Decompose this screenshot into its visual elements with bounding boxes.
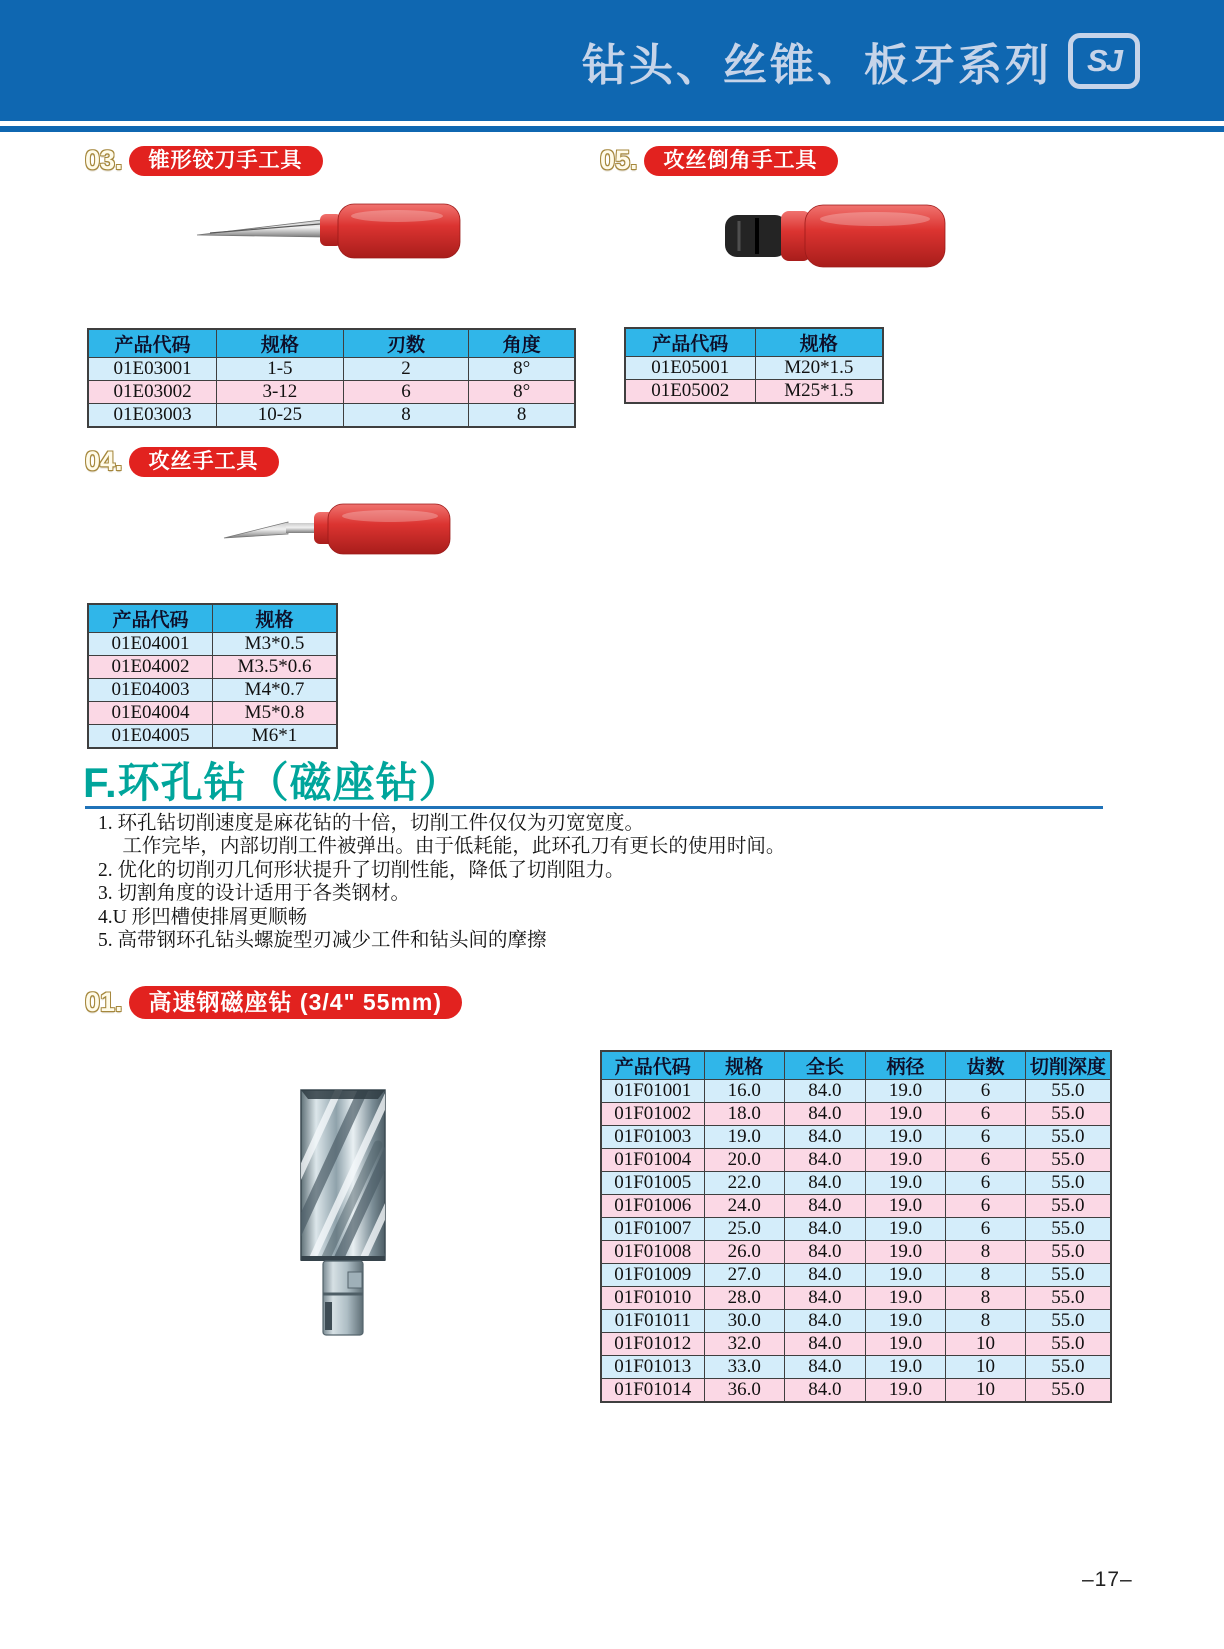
table-cell: 55.0 — [1025, 1287, 1111, 1310]
header-band — [0, 0, 1224, 121]
table-header-row — [625, 328, 883, 357]
table-cell: 01F01004 — [601, 1149, 704, 1172]
table-cell: 20.0 — [704, 1149, 785, 1172]
feature-line: 5. 高带钢环孔钻头螺旋型刃减少工件和钻头间的摩擦 — [98, 930, 547, 952]
table-cell: 01F01001 — [601, 1080, 704, 1103]
table-cell: M5*0.8 — [213, 702, 338, 725]
table-cell: 6 — [343, 381, 469, 404]
table-cell: 84.0 — [785, 1195, 866, 1218]
table-cell: 1-5 — [217, 358, 344, 381]
table-cell: 84.0 — [785, 1264, 866, 1287]
table-cell: 27.0 — [704, 1264, 785, 1287]
table-header-row — [88, 604, 337, 633]
table-cell: 26.0 — [704, 1241, 785, 1264]
table-cell: 01E04004 — [88, 702, 213, 725]
table-cell: 01F01012 — [601, 1333, 704, 1356]
table-cell: 32.0 — [704, 1333, 785, 1356]
table-cell: 19.0 — [865, 1333, 946, 1356]
table-cell: 19.0 — [865, 1103, 946, 1126]
table-row — [88, 633, 337, 656]
section-05-title: 攻丝倒角手工具 — [644, 146, 838, 176]
table-cell: 8 — [946, 1264, 1026, 1287]
table-cell: 84.0 — [785, 1149, 866, 1172]
page-title: 钻头、丝锥、板牙系列 — [582, 40, 1052, 90]
table-cell: 19.0 — [865, 1310, 946, 1333]
table-row — [88, 358, 575, 381]
column-header: 规格 — [755, 328, 883, 357]
feature-line: 3. 切割角度的设计适用于各类钢材。 — [98, 883, 411, 905]
section-05-number: 05. — [600, 145, 638, 175]
table-cell: 8 — [469, 404, 575, 428]
table-row — [88, 725, 337, 749]
table-cell: 55.0 — [1025, 1264, 1111, 1287]
table-cell: 01E03001 — [88, 358, 217, 381]
table-cell: 55.0 — [1025, 1126, 1111, 1149]
table-cell: 01F01011 — [601, 1310, 704, 1333]
table-cell: 33.0 — [704, 1356, 785, 1379]
table-cell: 16.0 — [704, 1080, 785, 1103]
annular-cutter-image — [290, 1080, 396, 1338]
table-cell: 01E03003 — [88, 404, 217, 428]
table-cell: 01E04003 — [88, 679, 213, 702]
table-cell: 55.0 — [1025, 1379, 1111, 1403]
table-cell: 01F01002 — [601, 1103, 704, 1126]
table-cell: 01E03002 — [88, 381, 217, 404]
section-01-title: 高速钢磁座钻 (3/4" 55mm) — [129, 986, 462, 1019]
table-cell: 19.0 — [865, 1080, 946, 1103]
table-cell: 19.0 — [865, 1379, 946, 1403]
table-cell: 6 — [946, 1126, 1026, 1149]
table-cell: 28.0 — [704, 1287, 785, 1310]
table-cell: 55.0 — [1025, 1080, 1111, 1103]
column-header: 刃数 — [343, 329, 469, 358]
table-row — [601, 1264, 1111, 1287]
column-header: 切削深度 — [1025, 1051, 1111, 1080]
table-cell: 84.0 — [785, 1287, 866, 1310]
header-divider — [0, 126, 1224, 132]
table-cell: 18.0 — [704, 1103, 785, 1126]
table-row — [625, 380, 883, 404]
table-row — [601, 1126, 1111, 1149]
table-cell: 6 — [946, 1195, 1026, 1218]
table-row — [88, 404, 575, 428]
table-header-row — [601, 1051, 1111, 1080]
section-03-title: 锥形铰刀手工具 — [129, 146, 323, 176]
table-cell: 01F01014 — [601, 1379, 704, 1403]
table-cell: 19.0 — [865, 1264, 946, 1287]
table-row — [601, 1080, 1111, 1103]
column-header: 产品代码 — [601, 1051, 704, 1080]
table-cell: 01F01006 — [601, 1195, 704, 1218]
table-cell: 84.0 — [785, 1241, 866, 1264]
table-cell: M6*1 — [213, 725, 338, 749]
table-cell: M3.5*0.6 — [213, 656, 338, 679]
annular-cutter-spec-table — [600, 1050, 1112, 1403]
table-row — [88, 679, 337, 702]
table-row — [601, 1310, 1111, 1333]
table-cell: 19.0 — [865, 1126, 946, 1149]
column-header: 角度 — [469, 329, 575, 358]
table-row — [601, 1333, 1111, 1356]
table-cell: 10 — [946, 1356, 1026, 1379]
table-cell: 36.0 — [704, 1379, 785, 1403]
table-cell: 19.0 — [865, 1356, 946, 1379]
table-cell: 84.0 — [785, 1310, 866, 1333]
table-cell: 3-12 — [217, 381, 344, 404]
table-cell: 84.0 — [785, 1379, 866, 1403]
section-04-label — [85, 446, 279, 477]
table-cell: 55.0 — [1025, 1172, 1111, 1195]
table-cell: 6 — [946, 1149, 1026, 1172]
column-header: 规格 — [217, 329, 344, 358]
table-row — [601, 1356, 1111, 1379]
table-header-row — [88, 329, 575, 358]
table-cell: 55.0 — [1025, 1103, 1111, 1126]
feature-line: 1. 环孔钻切削速度是麻花钻的十倍，切削工件仅仅为刃宽宽度。 — [98, 813, 645, 834]
table-row — [88, 381, 575, 404]
table-cell: 01F01007 — [601, 1218, 704, 1241]
column-header: 柄径 — [865, 1051, 946, 1080]
column-header: 全长 — [785, 1051, 866, 1080]
table-cell: 2 — [343, 358, 469, 381]
table-row — [601, 1379, 1111, 1403]
table-cell: 55.0 — [1025, 1310, 1111, 1333]
table-cell: 55.0 — [1025, 1195, 1111, 1218]
brand-logo: SJ — [1068, 33, 1140, 89]
table-cell: 55.0 — [1025, 1218, 1111, 1241]
table-cell: 55.0 — [1025, 1241, 1111, 1264]
table-row — [88, 702, 337, 725]
table-cell: 8 — [946, 1287, 1026, 1310]
table-cell: 01F01010 — [601, 1287, 704, 1310]
column-header: 产品代码 — [88, 329, 217, 358]
page-number: –17– — [1082, 1568, 1133, 1591]
section-01-number: 01. — [85, 987, 123, 1017]
table-row — [601, 1172, 1111, 1195]
table-cell: M3*0.5 — [213, 633, 338, 656]
table-cell: 25.0 — [704, 1218, 785, 1241]
tap-chamfer-tool-image — [715, 193, 955, 278]
f-section-title: F.环孔钻（磁座钻） — [83, 759, 462, 806]
table-row — [601, 1287, 1111, 1310]
feature-line: 工作完毕，内部切削工件被弹出。由于低耗能，此环孔刀有更长的使用时间。 — [98, 836, 786, 858]
feature-line: 4.U 形凹槽使排屑更顺畅 — [98, 906, 308, 928]
section-05-label — [600, 145, 838, 176]
section-04-number: 04. — [85, 446, 123, 476]
table-cell: 84.0 — [785, 1172, 866, 1195]
table-cell: 10 — [946, 1333, 1026, 1356]
table-cell: 10-25 — [217, 404, 344, 428]
table-cell: 01E04005 — [88, 725, 213, 749]
table-cell: 6 — [946, 1172, 1026, 1195]
table-cell: 01F01009 — [601, 1264, 704, 1287]
feature-line: 2. 优化的切削刃几何形状提升了切削性能，降低了切削阻力。 — [98, 859, 625, 881]
table-cell: 84.0 — [785, 1080, 866, 1103]
table-cell: 01F01008 — [601, 1241, 704, 1264]
table-row — [601, 1103, 1111, 1126]
tapping-spec-table — [87, 603, 338, 749]
column-header: 产品代码 — [88, 604, 213, 633]
table-cell: 01E05001 — [625, 357, 755, 380]
table-cell: 30.0 — [704, 1310, 785, 1333]
section-04-title: 攻丝手工具 — [129, 447, 279, 477]
table-row — [88, 656, 337, 679]
table-cell: 8 — [343, 404, 469, 428]
column-header: 齿数 — [946, 1051, 1026, 1080]
table-cell: 8 — [946, 1310, 1026, 1333]
table-cell: 84.0 — [785, 1333, 866, 1356]
table-cell: 84.0 — [785, 1103, 866, 1126]
table-cell: 6 — [946, 1103, 1026, 1126]
table-cell: M4*0.7 — [213, 679, 338, 702]
table-cell: 01E04002 — [88, 656, 213, 679]
f-section-underline — [85, 806, 1103, 809]
table-cell: 8° — [469, 358, 575, 381]
table-cell: 55.0 — [1025, 1149, 1111, 1172]
table-cell: 24.0 — [704, 1195, 785, 1218]
table-cell: M20*1.5 — [755, 357, 883, 380]
section-03-number: 03. — [85, 145, 123, 175]
table-row — [601, 1218, 1111, 1241]
table-cell: 19.0 — [865, 1195, 946, 1218]
table-cell: 19.0 — [704, 1126, 785, 1149]
column-header: 规格 — [704, 1051, 785, 1080]
table-cell: 10 — [946, 1379, 1026, 1403]
table-cell: 01F01003 — [601, 1126, 704, 1149]
reamer-spec-table — [87, 328, 576, 428]
table-cell: 6 — [946, 1080, 1026, 1103]
column-header: 规格 — [213, 604, 338, 633]
table-cell: 84.0 — [785, 1218, 866, 1241]
table-cell: 8 — [946, 1241, 1026, 1264]
table-cell: 55.0 — [1025, 1333, 1111, 1356]
table-row — [625, 357, 883, 380]
table-cell: 19.0 — [865, 1218, 946, 1241]
table-cell: 01F01005 — [601, 1172, 704, 1195]
f-feature-list — [98, 812, 938, 952]
table-cell: 19.0 — [865, 1172, 946, 1195]
table-cell: 84.0 — [785, 1356, 866, 1379]
table-cell: 22.0 — [704, 1172, 785, 1195]
table-cell: 01F01013 — [601, 1356, 704, 1379]
table-cell: 55.0 — [1025, 1356, 1111, 1379]
table-cell: 01E05002 — [625, 380, 755, 404]
table-row — [601, 1195, 1111, 1218]
column-header: 产品代码 — [625, 328, 755, 357]
table-cell: 19.0 — [865, 1241, 946, 1264]
table-cell: 19.0 — [865, 1287, 946, 1310]
table-cell: 19.0 — [865, 1149, 946, 1172]
table-cell: 6 — [946, 1218, 1026, 1241]
chamfer-spec-table — [624, 327, 884, 404]
table-row — [601, 1241, 1111, 1264]
table-cell: 8° — [469, 381, 575, 404]
tapping-tool-image — [210, 478, 460, 578]
section-01-label — [85, 986, 462, 1019]
table-cell: M25*1.5 — [755, 380, 883, 404]
section-03-label — [85, 145, 323, 176]
table-row — [601, 1149, 1111, 1172]
table-cell: 84.0 — [785, 1126, 866, 1149]
table-cell: 01E04001 — [88, 633, 213, 656]
taper-reamer-image — [192, 188, 467, 276]
